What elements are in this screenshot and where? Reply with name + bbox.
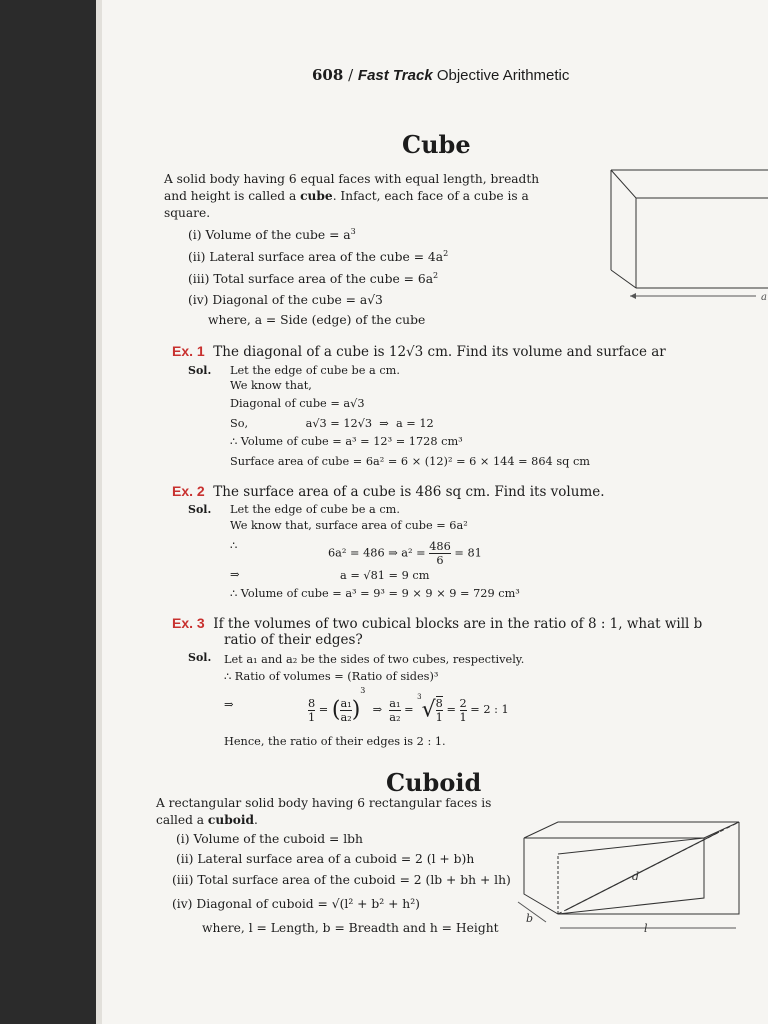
ratio-result: = 2 : 1	[470, 703, 509, 716]
cuboid-formula	[176, 852, 474, 866]
formula-text: Diagonal of cuboid = √(l² + b² + h²)	[196, 897, 420, 911]
solution-line: We know that,	[230, 379, 312, 392]
fraction-denominator: 1	[308, 710, 316, 724]
formula-text: Total surface area of the cube = 6a	[213, 272, 434, 287]
cube-formula	[188, 227, 356, 242]
example-label: Ex. 2	[172, 483, 205, 499]
formula-exponent: 2	[433, 271, 439, 280]
fraction-denominator: a₂	[389, 710, 401, 724]
solution-line: Let a₁ and a₂ be the sides of two cubes, respectively.	[224, 653, 525, 666]
formula-number: (ii)	[176, 852, 194, 866]
example-label: Ex. 3	[172, 615, 205, 631]
diagonal-label: d	[632, 870, 640, 883]
example-3-question	[172, 615, 702, 632]
cube-intro-line	[164, 188, 604, 205]
solution-line: So, a√3 = 12√3 ⇒ a = 12	[230, 417, 434, 430]
fraction-denominator: 6	[436, 554, 444, 567]
formula-exponent: 2	[443, 249, 449, 258]
right-paren: )	[351, 697, 361, 723]
example-question-text: ratio of their edges?	[224, 632, 363, 648]
book-title-rest: Objective Arithmetic	[432, 67, 570, 84]
left-paren: (	[331, 697, 341, 723]
solution-line: Hence, the ratio of their edges is 2 : 1.	[224, 735, 446, 748]
cuboid-title: Cuboid	[386, 768, 482, 797]
book-title-bold: Fast Track	[357, 67, 433, 84]
equals-sign: =	[318, 703, 329, 716]
cube-formula	[188, 249, 448, 264]
solution-line: a = √81 = 9 cm	[340, 569, 430, 582]
fraction-numerator: a₁	[340, 696, 352, 710]
solution-line: Let the edge of cube be a cm.	[230, 503, 400, 516]
solution-line: Surface area of cube = 6a² = 6 × (12)² = 6 × 144 = 864 sq cm	[230, 455, 590, 468]
fraction-numerator: 486	[429, 540, 451, 553]
formula-number: (iv)	[172, 897, 193, 911]
example-question-text: The surface area of a cube is 486 sq cm. Find its volume.	[213, 484, 605, 500]
cuboid-intro	[156, 795, 516, 829]
example-1-question	[172, 343, 666, 360]
therefore-symbol: ∴	[230, 539, 238, 552]
equals-sign: =	[404, 703, 414, 716]
implies-symbol: ⇒	[230, 568, 240, 581]
exponent: 3	[360, 686, 366, 695]
example-question-text: If the volumes of two cubical blocks are in the ratio of 8 : 1, what will b	[213, 616, 703, 632]
cuboid-formula	[172, 873, 511, 887]
running-header	[312, 66, 569, 84]
formula-text: Diagonal of the cube = a√3	[212, 293, 383, 307]
formula-number: (iii)	[172, 873, 194, 887]
fraction	[460, 697, 467, 724]
cube-edge-label: a	[761, 292, 767, 303]
example-2-question	[172, 483, 605, 500]
cube-term: cube	[300, 189, 333, 203]
formula-number: (iii)	[188, 272, 210, 287]
fraction	[340, 697, 351, 724]
formula-text: Lateral surface area of the cube = 4a	[209, 250, 444, 265]
cuboid-formula	[172, 897, 420, 911]
fraction	[436, 696, 443, 724]
fraction-numerator: 8	[435, 697, 443, 710]
length-label: l	[644, 922, 648, 935]
formula-exponent: 3	[350, 227, 356, 236]
solution-label: Sol.	[188, 503, 212, 516]
cube-title: Cube	[402, 130, 471, 159]
fraction	[389, 697, 400, 724]
cuboid-term: cuboid	[207, 813, 255, 827]
cube-intro-line: A solid body having 6 equal faces with equal length, breadth	[164, 172, 540, 186]
solution-equation	[328, 540, 482, 567]
formula-number: (i)	[176, 832, 190, 846]
ratio-equation	[308, 686, 509, 726]
formula-text: Total surface area of the cuboid = 2 (lb + bh + lh)	[197, 873, 511, 887]
cuboid-intro-line	[156, 812, 516, 829]
solution-line: ∴ Volume of cube = a³ = 9³ = 9 × 9 × 9 = 729 cm³	[230, 587, 520, 600]
implies-symbol: ⇒	[224, 698, 234, 711]
header-separator: /	[343, 66, 358, 84]
fraction-numerator: a₁	[389, 696, 401, 710]
cube-intro	[164, 171, 604, 222]
solution-line: Diagonal of cube = a√3	[230, 397, 365, 410]
cube-where: where, a = Side (edge) of the cube	[208, 313, 426, 327]
cube-intro-line: square.	[164, 206, 211, 220]
equation-text: = 81	[454, 546, 482, 560]
cube-intro-text: . Infact, each face of a cube is a	[332, 189, 529, 203]
formula-text: Volume of the cube = a	[205, 228, 351, 243]
page-number: 608	[312, 66, 344, 84]
fraction-denominator: 1	[459, 710, 467, 724]
equation-text: 6a² = 486 ⇒ a² =	[328, 546, 426, 560]
cuboid-intro-text: called a	[156, 813, 208, 827]
solution-label: Sol.	[188, 651, 212, 664]
fraction-denominator: a₂	[340, 710, 352, 724]
formula-text: Volume of the cuboid = lbh	[193, 832, 363, 846]
formula-number: (iv)	[188, 293, 209, 307]
cuboid-intro-text: .	[254, 813, 258, 827]
formula-number: (i)	[188, 228, 202, 243]
example-label: Ex. 1	[172, 343, 205, 359]
cuboid-intro-line: A rectangular solid body having 6 rectangular faces is	[156, 796, 492, 810]
example-question-text: The diagonal of a cube is 12√3 cm. Find its volume and surface ar	[213, 344, 666, 360]
cube-figure	[606, 160, 768, 310]
breadth-label: b	[526, 912, 534, 925]
fraction-numerator: 8	[308, 696, 316, 710]
cuboid-where: where, l = Length, b = Breadth and h = Height	[202, 921, 499, 935]
fraction	[429, 540, 451, 567]
equals-sign: =	[446, 703, 456, 716]
solution-line: Let the edge of cube be a cm.	[230, 364, 400, 377]
fraction	[308, 697, 315, 724]
root-index: 3	[417, 693, 422, 701]
cube-formula	[188, 293, 383, 307]
implies-symbol: ⇒	[372, 703, 383, 716]
cuboid-figure	[514, 818, 746, 938]
cube-intro-text: and height is called a	[164, 189, 301, 203]
fraction-denominator: 1	[435, 711, 443, 724]
solution-line: ∴ Ratio of volumes = (Ratio of sides)³	[224, 670, 439, 683]
solution-label: Sol.	[188, 364, 212, 377]
cube-formula	[188, 271, 438, 286]
formula-text: Lateral surface area of a cuboid = 2 (l + b)h	[197, 852, 475, 866]
solution-line: ∴ Volume of cube = a³ = 12³ = 1728 cm³	[230, 435, 463, 448]
formula-number: (ii)	[188, 250, 206, 265]
page-binding	[96, 0, 102, 1024]
book-page	[96, 0, 768, 1024]
cuboid-formula	[176, 832, 363, 846]
fraction-numerator: 2	[459, 696, 467, 710]
radical-sign: √	[421, 697, 436, 723]
solution-line: We know that, surface area of cube = 6a²	[230, 519, 468, 532]
